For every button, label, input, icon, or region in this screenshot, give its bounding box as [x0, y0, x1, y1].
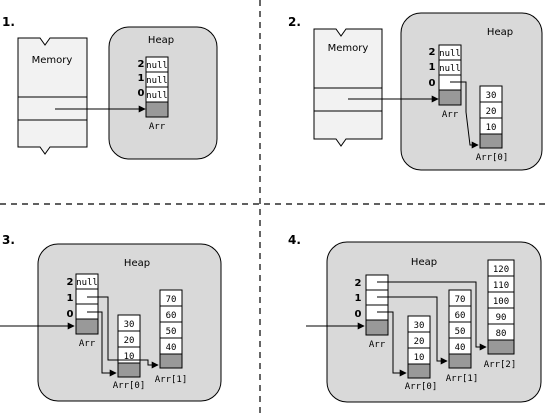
index-label: 1 — [428, 62, 436, 73]
sub-array-label: Arr[0] — [112, 381, 146, 391]
index-label: 0 — [66, 309, 74, 320]
index-label: 2 — [354, 278, 362, 289]
index-label: 0 — [354, 309, 362, 320]
cell-value: 10 — [485, 123, 497, 133]
cell-value: 20 — [485, 107, 497, 117]
cell-value: 70 — [454, 295, 466, 305]
panel-4 — [288, 233, 541, 402]
cell-value: 50 — [454, 327, 466, 337]
panel-number: 1. — [2, 15, 15, 29]
cell-value: 30 — [123, 320, 135, 330]
cell-value: null — [146, 91, 168, 101]
cell-value: 30 — [485, 91, 497, 101]
index-label: 0 — [428, 78, 436, 89]
arr-label: Arr — [441, 110, 459, 120]
cell-value: 50 — [165, 327, 177, 337]
cell-value: 70 — [165, 295, 177, 305]
sub-array-label: Arr[2] — [483, 360, 517, 370]
cell-value: 40 — [165, 343, 177, 353]
sub-array-label: Arr[0] — [404, 382, 438, 392]
memory-block — [18, 38, 87, 154]
cell-value: 10 — [123, 352, 135, 362]
cell-value: 60 — [165, 311, 177, 321]
arr-label: Arr — [368, 340, 386, 350]
cell-value: null — [146, 76, 168, 86]
memory-label: Memory — [327, 43, 369, 54]
index-label: 1 — [354, 293, 362, 304]
length-cell — [408, 364, 430, 378]
cell-value: 10 — [413, 353, 425, 363]
index-label: 1 — [66, 293, 74, 304]
cell-value: null — [439, 64, 461, 74]
heap-label: Heap — [486, 27, 514, 38]
sub-array-label: Arr[1] — [154, 375, 188, 385]
sub-array-label: Arr[0] — [475, 153, 509, 163]
cell-value: null — [439, 49, 461, 59]
memory-label: Memory — [31, 55, 73, 66]
sub-array-label: Arr[1] — [445, 374, 479, 384]
index-label: 2 — [66, 277, 74, 288]
arr-label: Arr — [148, 122, 166, 132]
index-label: 2 — [137, 59, 145, 70]
heap-label: Heap — [147, 35, 175, 46]
cell-value: 80 — [495, 329, 507, 339]
arr-length-cell — [76, 319, 98, 334]
cell-value: 20 — [413, 337, 425, 347]
length-cell — [488, 340, 514, 354]
cell-value: 60 — [454, 311, 466, 321]
cell-value: 90 — [495, 313, 507, 323]
panel-2 — [288, 13, 542, 170]
heap-region — [401, 13, 542, 170]
panel-3 — [0, 233, 221, 401]
memory-block — [314, 29, 382, 146]
cell-value: 110 — [492, 281, 510, 291]
length-cell — [480, 134, 502, 148]
cell-value: 100 — [492, 297, 510, 307]
arr-length-cell — [366, 320, 388, 335]
cell-value: null — [76, 278, 98, 288]
panel-1 — [2, 15, 217, 159]
arr-length-cell — [146, 102, 168, 117]
length-cell — [160, 354, 182, 368]
cell-value: 120 — [492, 265, 510, 275]
panel-number: 2. — [288, 15, 301, 29]
cell-value: 40 — [454, 343, 466, 353]
cell-value: null — [146, 61, 168, 71]
arr-label: Arr — [78, 339, 96, 349]
panel-number: 4. — [288, 233, 301, 247]
index-label: 1 — [137, 73, 145, 84]
heap-label: Heap — [410, 257, 438, 268]
length-cell — [449, 354, 471, 368]
arr-length-cell — [439, 90, 461, 105]
index-label: 0 — [137, 88, 145, 99]
cell-value: 20 — [123, 336, 135, 346]
cell-value: 30 — [413, 321, 425, 331]
length-cell — [118, 363, 140, 377]
sub-array-2 — [484, 260, 517, 370]
index-label: 2 — [428, 47, 436, 58]
heap-label: Heap — [123, 258, 151, 269]
panel-number: 3. — [2, 233, 15, 247]
